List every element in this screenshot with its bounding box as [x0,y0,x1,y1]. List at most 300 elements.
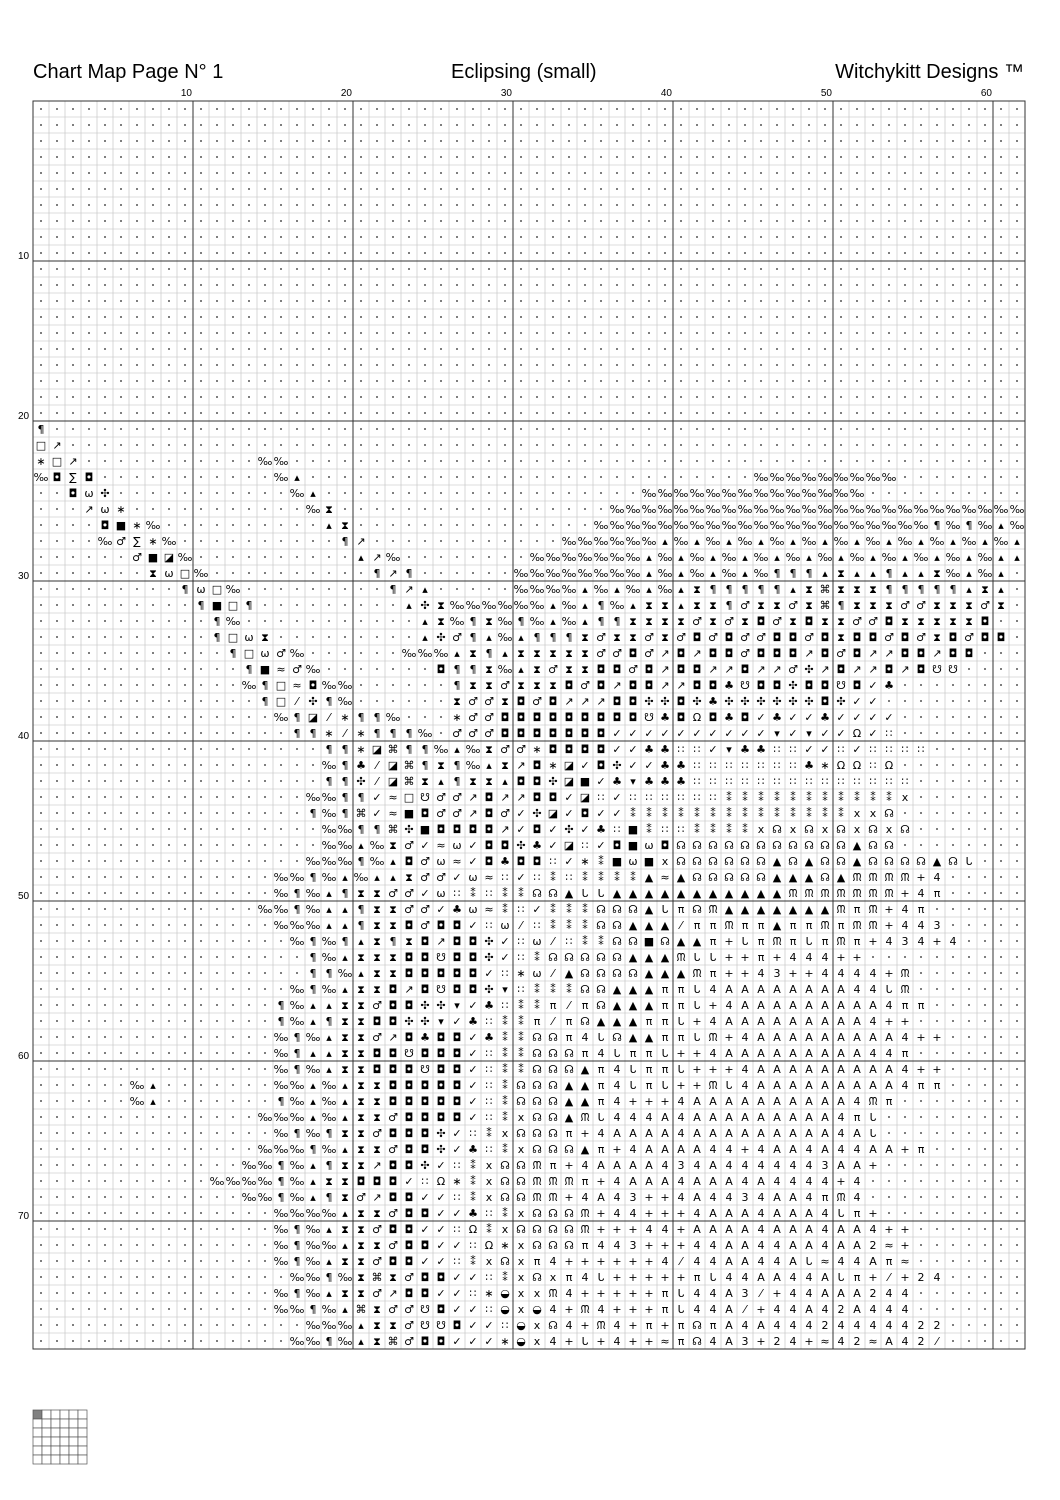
empty-cell-dot [984,172,986,174]
empty-cell-dot [88,796,90,798]
empty-cell-dot [120,316,122,318]
empty-cell-dot [968,332,970,334]
stitch-symbol: ⁑ [582,919,588,932]
empty-cell-dot [152,156,154,158]
empty-cell-dot [840,380,842,382]
empty-cell-dot [472,316,474,318]
stitch-symbol: ☊ [580,1015,590,1028]
stitch-symbol: ᒐ [741,935,749,948]
stitch-symbol: + [788,967,798,980]
empty-cell-dot [648,428,650,430]
empty-cell-dot [264,332,266,334]
empty-cell-dot [424,140,426,142]
stitch-symbol: A [645,1127,653,1140]
empty-cell-dot [488,476,490,478]
stitch-symbol: ▴ [518,631,524,644]
stitch-symbol: 4 [837,1319,845,1332]
stitch-symbol: ⧗ [869,599,877,612]
stitch-symbol: ◘ [452,1031,462,1044]
stitch-symbol: ⧗ [469,775,477,788]
stitch-symbol: 4 [789,1159,797,1172]
empty-cell-dot [136,1276,138,1278]
empty-cell-dot [40,380,42,382]
empty-cell-dot [200,1164,202,1166]
stitch-symbol: ⧗ [389,967,397,980]
empty-cell-dot [40,236,42,238]
empty-cell-dot [984,988,986,990]
empty-cell-dot [1016,780,1018,782]
stitch-symbol: ⁄ [888,1271,890,1284]
empty-cell-dot [936,700,938,702]
empty-cell-dot [312,604,314,606]
stitch-symbol: A [741,1207,749,1220]
empty-cell-dot [856,284,858,286]
empty-cell-dot [536,220,538,222]
empty-cell-dot [856,188,858,190]
empty-cell-dot [584,188,586,190]
empty-cell-dot [872,492,874,494]
empty-cell-dot [728,476,730,478]
stitch-symbol: ∑ [133,535,141,548]
empty-cell-dot [936,284,938,286]
stitch-symbol: + [580,1127,590,1140]
empty-cell-dot [264,476,266,478]
empty-cell-dot [984,1052,986,1054]
stitch-symbol: ∷ [645,791,653,804]
empty-cell-dot [120,444,122,446]
empty-cell-dot [664,412,666,414]
stitch-symbol: A [821,1271,829,1284]
stitch-symbol: ◘ [420,807,430,820]
stitch-symbol: ♣ [660,743,670,756]
empty-cell-dot [168,236,170,238]
stitch-symbol: ᙏ [676,951,686,964]
empty-cell-dot [248,716,250,718]
empty-cell-dot [200,508,202,510]
empty-cell-dot [72,892,74,894]
stitch-symbol: ◘ [452,1079,462,1092]
empty-cell-dot [648,188,650,190]
stitch-symbol: π [677,1031,685,1044]
stitch-symbol: ✓ [516,807,526,820]
stitch-symbol: ⁄ [552,935,554,948]
stitch-symbol: A [853,1239,861,1252]
stitch-symbol: ∷ [773,759,781,772]
stitch-symbol: ☊ [660,935,670,948]
empty-cell-dot [72,428,74,430]
empty-cell-dot [184,492,186,494]
stitch-symbol: ∷ [885,727,893,740]
stitch-symbol: ▲ [644,903,654,916]
empty-cell-dot [536,268,538,270]
empty-cell-dot [696,300,698,302]
stitch-symbol: ▴ [342,1143,348,1156]
empty-cell-dot [88,1276,90,1278]
stitch-symbol: ☊ [708,839,718,852]
stitch-symbol: ‰ [673,487,689,500]
stitch-symbol: 4 [821,1239,829,1252]
empty-cell-dot [968,124,970,126]
stitch-symbol: ▴ [918,567,924,580]
empty-cell-dot [824,188,826,190]
empty-cell-dot [648,364,650,366]
empty-cell-dot [840,252,842,254]
empty-cell-dot [456,220,458,222]
empty-cell-dot [696,252,698,254]
empty-cell-dot [984,236,986,238]
empty-cell-dot [152,188,154,190]
empty-cell-dot [104,204,106,206]
empty-cell-dot [984,108,986,110]
empty-cell-dot [408,316,410,318]
stitch-symbol: ◘ [420,1271,430,1284]
empty-cell-dot [1000,732,1002,734]
empty-cell-dot [248,764,250,766]
empty-cell-dot [920,460,922,462]
stitch-symbol: ▴ [422,583,428,596]
stitch-symbol: ⁑ [582,871,588,884]
stitch-symbol: π [677,983,685,996]
empty-cell-dot [856,204,858,206]
empty-cell-dot [920,348,922,350]
stitch-symbol: ✓ [436,903,446,916]
empty-cell-dot [40,876,42,878]
stitch-symbol: ¶ [725,583,733,596]
empty-cell-dot [920,1212,922,1214]
empty-cell-dot [328,236,330,238]
empty-cell-dot [216,876,218,878]
empty-cell-dot [552,140,554,142]
stitch-symbol: ☊ [532,887,542,900]
stitch-symbol: ◘ [436,1111,446,1124]
empty-cell-dot [1016,988,1018,990]
stitch-symbol: ▴ [310,1175,316,1188]
empty-cell-dot [168,1148,170,1150]
stitch-symbol: π [565,1271,573,1284]
empty-cell-dot [312,572,314,574]
stitch-symbol: ⧗ [517,647,525,660]
empty-cell-dot [88,428,90,430]
stitch-symbol: ¶ [293,1223,301,1236]
stitch-symbol: ‰ [273,1111,289,1124]
empty-cell-dot [616,364,618,366]
empty-cell-dot [216,476,218,478]
stitch-symbol: ⧗ [389,903,397,916]
empty-cell-dot [168,1292,170,1294]
stitch-symbol: ▲ [612,999,622,1012]
stitch-symbol: 3 [933,919,941,932]
empty-cell-dot [424,300,426,302]
empty-cell-dot [680,108,682,110]
empty-cell-dot [248,1324,250,1326]
empty-cell-dot [168,252,170,254]
empty-cell-dot [120,220,122,222]
stitch-symbol: ✣ [436,1127,446,1140]
stitch-symbol: ⧗ [501,759,509,772]
stitch-symbol: ‰ [897,519,913,532]
stitch-symbol: ▴ [326,519,332,532]
empty-cell-dot [984,300,986,302]
empty-cell-dot [40,204,42,206]
stitch-symbol: ω [260,647,270,660]
empty-cell-dot [728,348,730,350]
empty-cell-dot [936,236,938,238]
stitch-symbol: ✓ [820,743,830,756]
stitch-symbol: ⧗ [837,615,845,628]
stitch-symbol: π [645,1015,653,1028]
empty-cell-dot [712,268,714,270]
stitch-symbol: ☊ [900,855,910,868]
empty-cell-dot [648,236,650,238]
empty-cell-dot [1016,732,1018,734]
stitch-symbol: ‰ [593,567,609,580]
empty-cell-dot [952,140,954,142]
empty-cell-dot [56,1324,58,1326]
empty-cell-dot [248,1308,250,1310]
stitch-symbol: ‰ [321,1111,337,1124]
empty-cell-dot [184,428,186,430]
empty-cell-dot [264,1020,266,1022]
stitch-symbol: x [517,1143,525,1156]
stitch-symbol: ✓ [468,855,478,868]
stitch-symbol: ⧗ [357,1063,365,1076]
empty-cell-dot [840,204,842,206]
stitch-symbol: ▴ [678,599,684,612]
stitch-symbol: ◪ [387,775,399,788]
stitch-symbol: ¶ [453,759,461,772]
stitch-symbol: ¶ [773,583,781,596]
stitch-symbol: ◘ [404,1191,414,1204]
stitch-symbol: ᙏ [900,871,910,884]
stitch-symbol: ‰ [305,903,321,916]
empty-cell-dot [264,140,266,142]
stitch-symbol: ⁑ [502,1143,508,1156]
stitch-symbol: ◘ [452,935,462,948]
empty-cell-dot [264,1084,266,1086]
stitch-symbol: A [789,1191,797,1204]
empty-cell-dot [72,588,74,590]
empty-cell-dot [776,268,778,270]
empty-cell-dot [456,572,458,574]
empty-cell-dot [504,268,506,270]
stitch-symbol: π [885,1095,893,1108]
stitch-symbol: + [852,951,862,964]
stitch-symbol: ▴ [550,599,556,612]
empty-cell-dot [264,1004,266,1006]
stitch-symbol: 4 [821,1223,829,1236]
stitch-symbol: ⧗ [677,615,685,628]
empty-cell-dot [184,796,186,798]
empty-cell-dot [120,684,122,686]
empty-cell-dot [136,604,138,606]
empty-cell-dot [456,476,458,478]
empty-cell-dot [824,364,826,366]
empty-cell-dot [936,1148,938,1150]
stitch-symbol: A [869,1063,877,1076]
empty-cell-dot [248,156,250,158]
stitch-symbol: ‰ [129,1095,145,1108]
empty-cell-dot [728,460,730,462]
empty-cell-dot [952,1244,954,1246]
empty-cell-dot [56,748,58,750]
empty-cell-dot [920,140,922,142]
empty-cell-dot [216,156,218,158]
empty-cell-dot [904,460,906,462]
stitch-symbol: ◘ [68,487,78,500]
stitch-symbol: A [725,1047,733,1060]
empty-cell-dot [984,204,986,206]
stitch-symbol: A [837,1063,845,1076]
stitch-symbol: ♣ [820,711,830,724]
empty-cell-dot [56,284,58,286]
empty-cell-dot [280,540,282,542]
stitch-symbol: ⧗ [373,951,381,964]
empty-cell-dot [440,332,442,334]
stitch-symbol: ∷ [693,743,701,756]
stitch-symbol: ‰ [833,471,849,484]
stitch-symbol: A [805,1015,813,1028]
empty-cell-dot [264,1100,266,1102]
empty-cell-dot [1000,124,1002,126]
empty-cell-dot [56,524,58,526]
empty-cell-dot [936,1132,938,1134]
empty-cell-dot [632,108,634,110]
empty-cell-dot [152,796,154,798]
empty-cell-dot [600,140,602,142]
empty-cell-dot [56,860,58,862]
stitch-symbol: ∷ [597,791,605,804]
empty-cell-dot [1016,860,1018,862]
empty-cell-dot [104,1148,106,1150]
empty-cell-dot [152,444,154,446]
stitch-symbol: + [612,1143,622,1156]
stitch-symbol: ✓ [868,711,878,724]
stitch-symbol: ‰ [897,535,913,548]
empty-cell-dot [360,252,362,254]
empty-cell-dot [216,572,218,574]
empty-cell-dot [56,1004,58,1006]
empty-cell-dot [328,492,330,494]
stitch-symbol: ¶ [341,743,349,756]
stitch-symbol: ✓ [612,791,622,804]
empty-cell-dot [232,220,234,222]
empty-cell-dot [536,412,538,414]
empty-cell-dot [248,268,250,270]
stitch-symbol: ◘ [452,919,462,932]
empty-cell-dot [88,732,90,734]
empty-cell-dot [216,1308,218,1310]
empty-cell-dot [248,412,250,414]
stitch-symbol: + [596,1335,606,1348]
stitch-symbol: ✓ [468,1079,478,1092]
empty-cell-dot [312,204,314,206]
stitch-symbol: ♣ [468,1015,478,1028]
empty-cell-dot [296,268,298,270]
empty-cell-dot [776,236,778,238]
stitch-symbol: ▲ [756,887,766,900]
empty-cell-dot [168,396,170,398]
empty-cell-dot [904,700,906,702]
empty-cell-dot [120,348,122,350]
stitch-symbol: ☊ [820,839,830,852]
stitch-symbol: ✓ [452,1335,462,1348]
empty-cell-dot [216,1212,218,1214]
empty-cell-dot [104,860,106,862]
empty-cell-dot [968,1276,970,1278]
empty-cell-dot [136,1308,138,1310]
empty-cell-dot [136,588,138,590]
stitch-symbol: ¶ [757,583,765,596]
empty-cell-dot [968,412,970,414]
empty-cell-dot [472,396,474,398]
empty-cell-dot [936,1004,938,1006]
empty-cell-dot [1000,300,1002,302]
empty-cell-dot [584,156,586,158]
stitch-symbol: ↗ [436,935,446,948]
empty-cell-dot [552,476,554,478]
empty-cell-dot [584,364,586,366]
stitch-symbol: ♣ [804,759,814,772]
empty-cell-dot [984,1308,986,1310]
empty-cell-dot [72,668,74,670]
stitch-symbol: ▲ [708,887,718,900]
empty-cell-dot [840,412,842,414]
stitch-symbol: ‰ [833,519,849,532]
empty-cell-dot [360,684,362,686]
empty-cell-dot [40,108,42,110]
stitch-symbol: ◘ [308,679,318,692]
stitch-symbol: ᙏ [548,1175,558,1188]
empty-cell-dot [184,604,186,606]
empty-cell-dot [920,380,922,382]
empty-cell-dot [984,764,986,766]
empty-cell-dot [568,380,570,382]
empty-cell-dot [1016,716,1018,718]
stitch-symbol: ☊ [868,855,878,868]
stitch-symbol: π [709,1319,717,1332]
stitch-symbol: ▴ [342,1303,348,1316]
empty-cell-dot [200,1116,202,1118]
empty-cell-dot [360,348,362,350]
empty-cell-dot [136,380,138,382]
stitch-symbol: ‰ [305,791,321,804]
stitch-symbol: ☊ [692,1335,702,1348]
empty-cell-dot [40,524,42,526]
empty-cell-dot [264,540,266,542]
empty-cell-dot [728,300,730,302]
empty-cell-dot [104,476,106,478]
stitch-symbol: ▴ [582,599,588,612]
empty-cell-dot [888,316,890,318]
empty-cell-dot [824,236,826,238]
empty-cell-dot [760,140,762,142]
empty-cell-dot [968,172,970,174]
empty-cell-dot [984,364,986,366]
empty-cell-dot [536,204,538,206]
stitch-symbol: ⁑ [774,791,780,804]
empty-cell-dot [88,348,90,350]
empty-cell-dot [248,348,250,350]
stitch-symbol: ⧗ [149,567,157,580]
stitch-symbol: + [772,951,782,964]
empty-cell-dot [312,428,314,430]
stitch-symbol: ◘ [900,631,910,644]
empty-cell-dot [616,332,618,334]
empty-cell-dot [40,780,42,782]
empty-cell-dot [72,1260,74,1262]
stitch-symbol: 4 [549,1335,557,1348]
stitch-symbol: 4 [869,983,877,996]
